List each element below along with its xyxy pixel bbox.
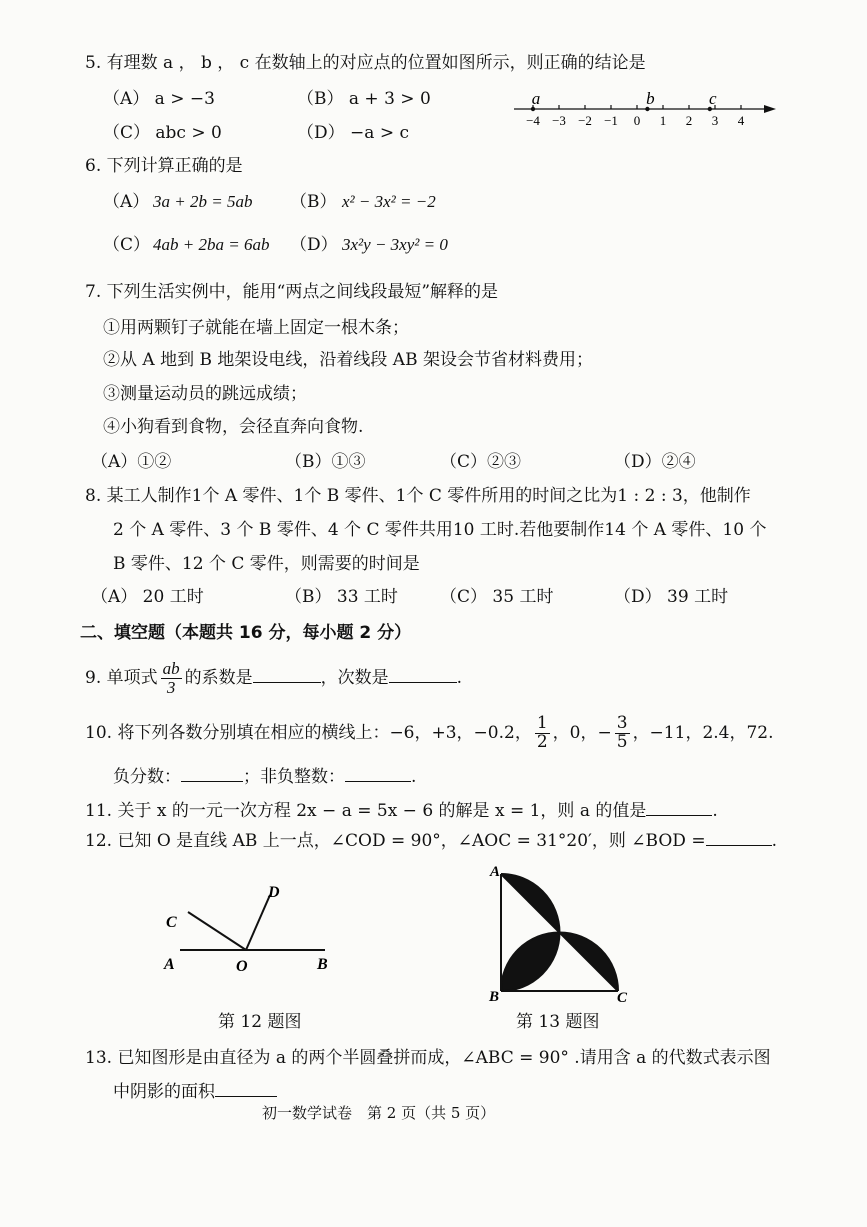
q6-option-d: 3x²y − 3xy² = 0: [342, 235, 448, 254]
q6-option-b: x² − 3x² = −2: [342, 192, 436, 211]
q13-line-2: [113, 1080, 277, 1102]
q7-item-1: ①用两颗钉子就能在墙上固定一根木条；: [103, 318, 409, 338]
q5-option-a: （A） a > −3: [103, 89, 215, 109]
q8-option-c: （C） 35 工时: [440, 587, 554, 607]
fig13-label-a: A: [490, 864, 501, 880]
ray-od: [246, 895, 270, 950]
point-label-a: a: [531, 89, 541, 108]
q5-option-b: （B） a + 3 > 0: [297, 89, 431, 109]
q8-line-2: 2 个 A 零件、3 个 B 零件、4 个 C 零件共用10 工时.若他要制作14 个 A 零件、10 个: [113, 520, 767, 540]
q6-option-d-label: （D）: [290, 235, 338, 255]
fig12-label-a: A: [164, 956, 175, 973]
q12-text: 12. 已知 O 是直线 AB 上一点，∠COD = 90°，∠AOC = 31°20′，则 ∠BOD =: [85, 831, 706, 851]
q8-line-3: B 零件、12 个 C 零件，则需要的时间是: [113, 554, 420, 574]
q10-prefix: 10. 将下列各数分别填在相应的横线上：−6，+3，−0.2，: [85, 723, 532, 743]
number-line-figure: [510, 85, 780, 135]
q5-option-c: （C） abc > 0: [103, 123, 222, 143]
q7-option-b: （B）①③: [285, 452, 366, 472]
q13-line-1: 13. 已知图形是由直径为 a 的两个半圆叠拼而成，∠ABC = 90° .请用含 a 的代数式表示图: [85, 1048, 771, 1068]
q10-fraction-1-num: 1: [536, 713, 548, 734]
q6-option-c-label: （C）: [103, 235, 151, 255]
q8-option-a: （A） 20 工时: [91, 587, 204, 607]
q10-fraction-1-den: 2: [536, 732, 548, 752]
q7-stem: 7. 下列生活实例中，能用“两点之间线段最短”解释的是: [85, 282, 499, 302]
axis-tick-label: 3: [711, 113, 719, 128]
q10-answer-line: [113, 765, 416, 787]
q6-option-a: 3a + 2b = 5ab: [153, 192, 253, 211]
q10-fraction-2-den: 5: [616, 732, 628, 752]
axis-tick-label: −2: [578, 113, 592, 128]
q10-fraction-2: [615, 715, 630, 752]
q10-negative-label: 负分数：: [113, 767, 181, 787]
q11-line: [85, 799, 718, 821]
axis-tick-label: −1: [604, 113, 618, 128]
q9-line: [85, 653, 462, 703]
q8-option-b: （B） 33 工时: [285, 587, 398, 607]
axis-tick-label: −3: [552, 113, 566, 128]
q10-fraction-2-num: 3: [616, 713, 628, 734]
q13-blank[interactable]: [215, 1080, 277, 1097]
axis-tick-label: 4: [737, 113, 745, 128]
q7-option-a: （A）①②: [91, 452, 172, 472]
q10-nonneg-label: ；非负整数：: [243, 767, 345, 787]
figure-12: [150, 875, 350, 975]
fig12-label-b: B: [317, 956, 328, 973]
q5-stem: 5. 有理数 a ， b ， c 在数轴上的对应点的位置如图所示，则正确的结论是: [85, 53, 646, 73]
q10-nonneg-blank[interactable]: [345, 765, 411, 782]
axis-tick-label: 2: [685, 113, 693, 128]
q8-line-1: 8. 某工人制作1个 A 零件、1个 B 零件、1个 C 零件所用的时间之比为1 : 2 : 3，他制作: [85, 486, 751, 506]
q9-fraction: [161, 660, 182, 697]
fig12-caption: 第 12 题图: [218, 1012, 302, 1032]
q9-prefix: 9. 单项式: [85, 668, 158, 688]
q10-middle: ，0，−: [552, 723, 612, 743]
fig13-label-c: C: [617, 990, 628, 1006]
q6-option-c: 4ab + 2ba = 6ab: [153, 235, 270, 254]
q10-line: [85, 708, 774, 758]
q6-stem: 6. 下列计算正确的是: [85, 156, 243, 176]
q7-option-d: （D）②④: [614, 452, 696, 472]
point-label-b: b: [646, 89, 655, 108]
q6-option-a-label: （A）: [103, 192, 150, 212]
q9-degree-blank[interactable]: [389, 666, 457, 683]
q9-coefficient-blank[interactable]: [253, 666, 321, 683]
axis-tick-label: 0: [633, 113, 641, 128]
q11-end: .: [712, 801, 718, 821]
q7-item-3: ③测量运动员的跳远成绩；: [103, 384, 307, 404]
q7-item-4: ④小狗看到食物，会径直奔向食物.: [103, 417, 364, 437]
section-2-title: 二、填空题（本题共 16 分，每小题 2 分）: [80, 623, 412, 643]
q9-coefficient-text: 的系数是: [184, 668, 253, 688]
q9-fraction-den: 3: [166, 678, 176, 697]
q6-option-b-label: （B）: [290, 192, 337, 212]
q10-suffix: ，−11，2.4，72.: [632, 723, 774, 743]
figure-13: [480, 860, 640, 1010]
fig13-caption: 第 13 题图: [516, 1012, 600, 1032]
q10-fraction-1: [535, 715, 550, 752]
q8-option-d: （D） 39 工时: [614, 587, 729, 607]
q5-option-d: （D） −a > c: [297, 123, 409, 143]
axis-arrow: [764, 105, 776, 113]
q12-line: [85, 829, 777, 851]
q7-item-2: ②从 A 地到 B 地架设电线，沿着线段 AB 架设会节省材料费用；: [103, 350, 593, 370]
q11-blank[interactable]: [646, 799, 712, 816]
axis-tick-label: 1: [659, 113, 667, 128]
q9-end: .: [456, 668, 463, 688]
fig13-label-b: B: [489, 989, 500, 1005]
q9-fraction-num: ab: [162, 659, 180, 679]
axis-tick-label: −4: [526, 113, 540, 128]
fig12-label-o: O: [236, 958, 248, 975]
ray-oc: [188, 912, 246, 950]
q12-blank[interactable]: [706, 829, 772, 846]
page-footer: 初一数学试卷 第 2 页（共 5 页）: [262, 1104, 496, 1122]
q9-degree-text: ，次数是: [320, 668, 389, 688]
q11-text: 11. 关于 x 的一元一次方程 2x − a = 5x − 6 的解是 x = 1，则 a 的值是: [85, 801, 647, 821]
fig12-label-c: C: [166, 914, 177, 931]
fig12-label-d: D: [268, 884, 280, 901]
q10-end: .: [411, 767, 417, 787]
point-label-c: c: [709, 89, 717, 108]
q7-option-c: （C）②③: [440, 452, 522, 472]
q12-end: .: [771, 831, 777, 851]
q13-text: 中阴影的面积: [113, 1082, 215, 1102]
q10-negative-blank[interactable]: [181, 765, 243, 782]
